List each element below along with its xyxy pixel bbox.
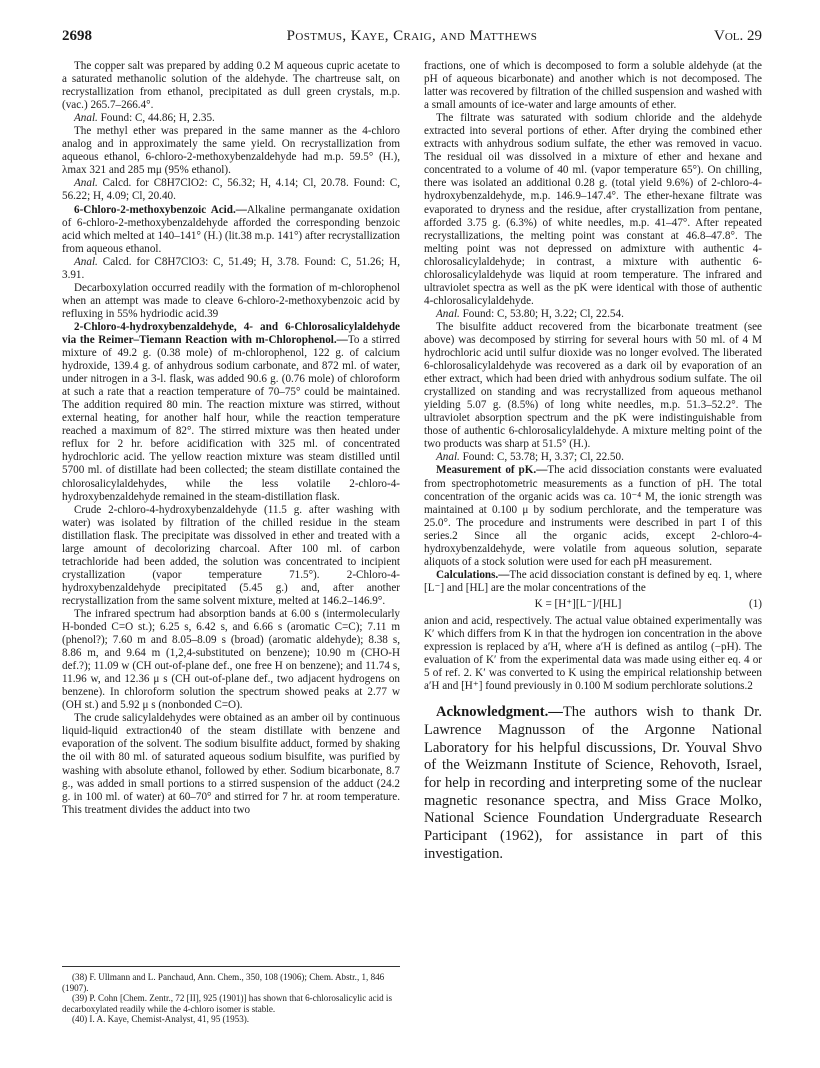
analysis-label: Anal. [74, 112, 98, 125]
run-in-heading: Calculations.— [436, 568, 510, 581]
paragraph: The crude salicylaldehydes were obtained as an amber oil by continuous liquid-liquid extraction40 of the steam distillate with benzene and evaporation of the solvent. The sodium bisulfite adduct, formed by shaking the oil with 80 ml. of saturated aqueous sodium bisulfite, was purified by washing with absolute ethanol, followed by ether. Sodium bicarbonate, 8.7 g., was added in small portions to a stirred suspension of the adduct (24.2 g. in 100 ml. of water) at 60–70° and stirred for 7 hr. at room temperature. This treatment divides the adduct into two [62, 712, 400, 816]
section-paragraph: 2-Chloro-4-hydroxybenzaldehyde, 4- and 6-Chlorosalicylaldehyde via the Reimer–Tiemann Reaction with m-Chlorophenol.—To a stirred mixture of 49.2 g. (0.38 mole) of m-chlorophenol, 122 g. of calcium hydroxide, 139.4 g. of anhydrous sodium carbonate, and 872 ml. of water, under nitrogen in a 3-l. flask, was added 90.6 g. (0.76 mole) of chloroform at such a rate that a reaction temperature of 70–75° could be maintained. The addition required 80 min. The reaction mixture was stirred, without external heating, for another half hour, while the reaction temperature reached a maximum of 82°. The stirred mixture was then heated under reflux for 2 hr. before acidification with 325 ml. of concentrated hydrochloric acid. The yellow reaction mixture was steam distilled until 5700 ml. of distillate had been collected; the steam distillate contained the chlorosalicylaldehydes, while the less volatile 2-chloro-4-hydroxybenzaldehyde remained in the steam-distillation flask. [62, 320, 401, 503]
equation-text: K = [H⁺][L⁻]/[HL] [534, 597, 622, 610]
footnotes [62, 966, 400, 1025]
footnote: (39) P. Cohn [Chem. Zentr., 72 [II], 925 (1901)] has shown that 6-chlorosalicylic acid is decarboxylated readily while the 4-chloro isomer is stable. [62, 993, 392, 1014]
run-in-heading: 6-Chloro-2-methoxybenzoic Acid.— [74, 203, 247, 216]
paragraph: The methyl ether was prepared in the same manner as the 4-chloro analog and in approximately the same yield. On recrystallization from aqueous ethanol, 6-chloro-2-methoxybenzaldehyde had m.p. 59.5° (H.), λmax 321 and 285 mμ (95% ethanol). [62, 125, 400, 177]
paragraph: The bisulfite adduct recovered from the bicarbonate treatment (see above) was decomposed by stirring for several hours with 50 ml. of 4 M hydrochloric acid until sulfur dioxide was no longer evolved. The liberated 6-chlorosalicylaldehyde was recovered as a dark oil by evaporation of an ether extract, which had been dried with anhydrous sodium sulfate. The oil crystallized on standing and was recrystallized from aqueous methanol yielding 5.07 g. (8.5%) of long white needles, m.p. 51.3–52.2°. The ultraviolet absorption spectrum and the pK were indistinguishable from those of authentic 6-chlorosalicylaldehyde. A mixture melting point of the two products was sharp at 51.5° (H.). [424, 320, 762, 451]
footnote: (38) F. Ullmann and L. Panchaud, Ann. Chem., 350, 108 (1906); Chem. Abstr., 1, 846 (1907). [62, 972, 385, 993]
paragraph: Decarboxylation occurred readily with the formation of m-chlorophenol when an attempt was made to cleave 6-chloro-2-methoxybenzoic acid by refluxing in 55% hydriodic acid.39 [62, 281, 400, 320]
page-header [62, 28, 762, 50]
paragraph: anion and acid, respectively. The actual value obtained experimentally was K′ which differs from K in that the hydrogen ion concentration in the above expression is replaced by a′H, where a′H is defined as antilog (−pH). The evaluation of K′ from the experimental data was made using either eq. 4 or 5 of ref. 2. K′ was converted to K using the empirical relationship between a′H and [H⁺] found previously in 0.100 M sodium perchlorate solutions.2 [424, 614, 762, 693]
run-in-heading: Measurement of pK.— [436, 464, 548, 477]
footnote: (40) I. A. Kaye, Chemist-Analyst, 41, 95 (1953). [72, 1014, 250, 1025]
running-head-authors: Postmus, Kaye, Craig, and Matthews [286, 28, 538, 44]
page-number: 2698 [62, 28, 92, 44]
run-in-heading: 2-Chloro-4-hydroxybenzaldehyde, 4- and 6-Chlorosalicylaldehyde via the Reimer–Tiemann Reaction with m-Chlorophenol.— [62, 320, 400, 346]
section-paragraph: Calculations.—The acid dissociation constant is defined by eq. 1, where [L⁻] and [HL] are the molar concentrations of the [424, 568, 762, 594]
acknowledgment: Acknowledgment.—The authors wish to thank Dr. Lawrence Magnusson of the Argonne National Laboratory for his helpful discussions, Dr. Youval Shvo of the Weizmann Institute of Science, Rehovoth, Israel, for help in recording and interpreting some of the nuclear magnetic resonance spectra, and Miss Grace Molko, National Science Foundation Undergraduate Research Participant (1962), for assistance in part of this investigation. [424, 704, 762, 862]
paragraph: The infrared spectrum had absorption bands at 6.00 s (intermolecularly H-bonded C=O st.); 6.25 s, 6.42 s, and 6.66 s (aromatic C=C); 7.11 m (phenol?); 7.60 m and 8.05–8.09 s (broad) (aromatic aldehyde); 8.38 s, 8.86 m, and 9.64 m (1,2,4-substituted on benzene); 10.90 m (CHO-H def.?); 11.09 w (CH out-of-plane def., one free H on benzene); and 11.74 s, 11.96 w, and 12.36 μ s (CH out-of-plane def., two adjacent hydrogens on benzene). In chloroform solution the spectrum showed peaks at 2.77 w (OH st.) and 5.92 μ s (nonbonded C=O). [62, 607, 400, 712]
run-in-heading: Acknowledgment.— [436, 704, 563, 721]
equation-number: (1) [749, 597, 762, 610]
paragraph: The filtrate was saturated with sodium chloride and the aldehyde extracted into several portions of ether. After drying the combined ether extracts with anhydrous sodium sulfate, the ether was removed in vacuo. The residual oil was dissolved in a mixture of ether and hexane and concentrated to a volume of 40 ml. (vapor temperature 65°). On chilling, there was isolated an additional 0.28 g. (total yield 9.6%) of 2-chloro-4-hydroxybenzaldehyde, m.p. 146.9–147.4°. The ether-hexane filtrate was evaporated to dryness and the residue, after crystallization from pentane, afforded 3.75 g. (6.3%) of white needles, m.p. 41–47°. After repeated recrystallizations, the melting point was constant at 46.8–47.8°. The melting point was not depressed on admixture with authentic 4-chlorosalicylaldehyde; in contrast, a mixture with authentic 6-chlorosalicylaldehyde was liquid at room temperature. The infrared and ultraviolet spectra as well as the pK were identical with those of authentic 4-chlorosalicylaldehyde. [424, 112, 762, 307]
volume-number: Vol. 29 [714, 28, 762, 44]
analysis-line: Anal. Found: C, 44.86; H, 2.35. [74, 112, 215, 125]
paragraph: Crude 2-chloro-4-hydroxybenzaldehyde (11.5 g. after washing with water) was isolated by filtration of the chilled residue in the steam distillation flask. The precipitate was dissolved in ether and treated with a large amount of decolorizing charcoal. After 100 ml. of carbon tetrachloride had been added, the solution was concentrated to incipient crystallization (vapor temperature 71.5°). 2-Chloro-4-hydroxybenzaldehyde precipitated (5.45 g.) and, after another recrystallization from the same solvent mixture, melted at 146.2–146.9°. [62, 503, 400, 607]
paragraph: fractions, one of which is decomposed to form a soluble aldehyde (at the pH of aqueous bicarbonate) and another which is not decomposed. The latter was recovered by filtration of the chilled suspension and washed with a small amounts of ice-water and large amounts of ether. [424, 60, 762, 112]
analysis-line: Anal. Calcd. for C8H7ClO2: C, 56.32; H, 4.14; Cl, 20.78. Found: C, 56.22; H, 4.09; Cl, 20.40. [62, 177, 400, 203]
analysis-label: Anal. [436, 451, 460, 464]
equation-1 [424, 598, 762, 611]
analysis-line: Anal. Found: C, 53.80; H, 3.22; Cl, 22.54. [436, 307, 624, 320]
left-column [62, 60, 400, 817]
analysis-label: Anal. [74, 177, 98, 190]
paragraph: The copper salt was prepared by adding 0.2 M aqueous cupric acetate to a saturated methanolic solution of the aldehyde. The chartreuse salt, on recrystallization from ethanol, precipitated as dull green crystals, m.p. (vac.) 265.7–266.4°. [62, 60, 400, 112]
section-paragraph: Measurement of pK.—The acid dissociation constants were evaluated from spectrophotometric measurements as a function of pH. The total concentration of the organic acids was ca. 10⁻⁴ M, the ionic strength was maintained at 0.100 μ by sodium perchlorate, and the temperature was 25.0°. The procedure and instruments were described in part I of this series.2 Since all the organic acids, except 2-chloro-4-hydroxybenzaldehyde, were volatile from aqueous solution, separate aliquots of a stock solution were used for each pH measurement. [424, 464, 762, 568]
analysis-line: Anal. Found: C, 53.78; H, 3.37; Cl, 22.50. [436, 451, 624, 464]
section-paragraph: 6-Chloro-2-methoxybenzoic Acid.—Alkaline permanganate oxidation of 6-chloro-2-methoxybenzaldehyde afforded the corresponding benzoic acid which melted at 140–141° (H.) (lit.38 m.p. 141°) after recrystallization from aqueous ethanol. [62, 203, 400, 255]
right-column [424, 60, 762, 864]
analysis-label: Anal. [74, 255, 98, 268]
analysis-label: Anal. [436, 307, 460, 320]
analysis-line: Anal. Calcd. for C8H7ClO3: C, 51.49; H, 3.78. Found: C, 51.26; H, 3.91. [62, 255, 400, 281]
